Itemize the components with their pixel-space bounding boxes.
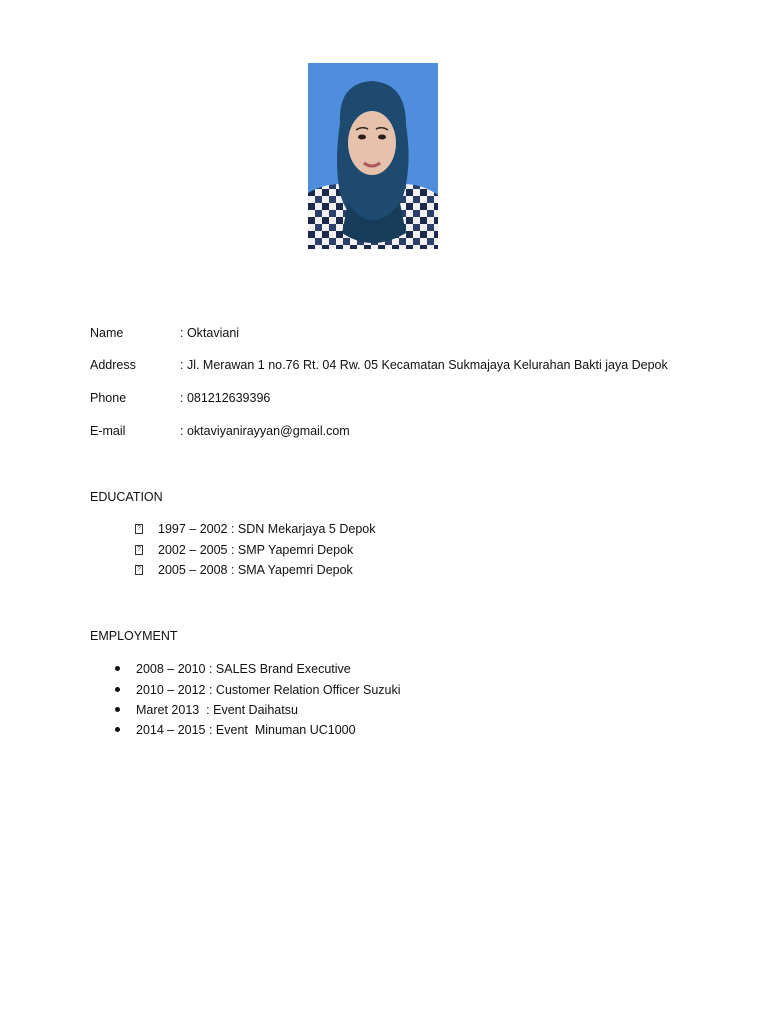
bullet-icon (115, 707, 120, 712)
education-item-text: 2002 – 2005 : SMP Yapemri Depok (158, 543, 354, 557)
info-label: Address (90, 358, 136, 372)
employment-item-text: 2010 – 2012 : Customer Relation Officer Suzuki (136, 683, 401, 697)
missing-glyph-icon: ? (135, 524, 143, 534)
employment-item-text: 2008 – 2010 : SALES Brand Executive (136, 662, 351, 676)
bullet-icon (115, 727, 120, 732)
employment-item-text: 2014 – 2015 : Event Minuman UC1000 (136, 723, 356, 737)
employment-item-text: Maret 2013 : Event Daihatsu (136, 703, 298, 717)
employment-heading: EMPLOYMENT (90, 629, 178, 643)
bullet-icon (115, 687, 120, 692)
education-heading: EDUCATION (90, 490, 163, 504)
missing-glyph-icon: ? (135, 545, 143, 555)
portrait-photo-icon (308, 63, 438, 249)
education-item-text: 2005 – 2008 : SMA Yapemri Depok (158, 563, 353, 577)
info-value: : 081212639396 (180, 391, 271, 405)
info-value: : oktaviyanirayyan@gmail.com (180, 424, 350, 438)
education-item-text: 1997 – 2002 : SDN Mekarjaya 5 Depok (158, 522, 376, 536)
profile-photo (308, 63, 438, 249)
info-value: : Jl. Merawan 1 no.76 Rt. 04 Rw. 05 Kecamatan Sukmajaya Kelurahan Bakti jaya Depok (180, 358, 668, 372)
bullet-icon (115, 666, 120, 671)
info-label: Phone (90, 391, 127, 405)
missing-glyph-icon: ? (135, 565, 143, 575)
info-label: E-mail (90, 424, 126, 438)
info-value: : Oktaviani (180, 326, 240, 340)
info-label: Name (90, 326, 124, 340)
